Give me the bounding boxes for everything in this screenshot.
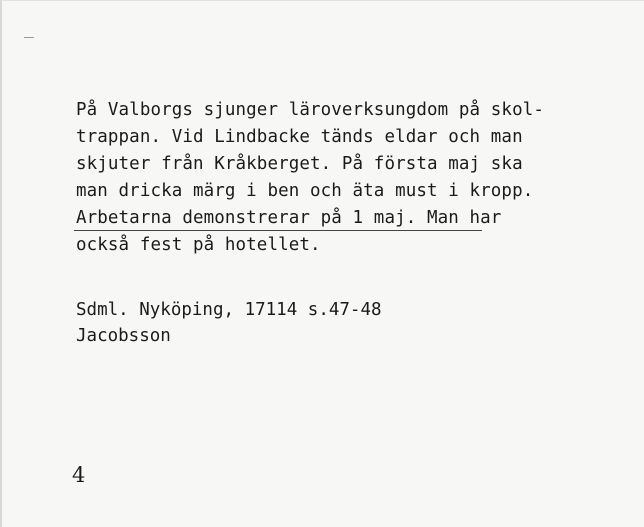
- underline-rule: [74, 230, 482, 231]
- source-info: [76, 297, 382, 349]
- text-line-2: trappan. Vid Lindbacke tänds eldar och man: [76, 127, 523, 147]
- text-line-1: På Valborgs sjunger läroverksungdom på skol-: [76, 100, 544, 120]
- text-line-6: också fest på hotellet.: [76, 235, 321, 255]
- text-line-3: skjuter från Kråkberget. På första maj ska: [76, 154, 523, 174]
- source-reference: Sdml. Nyköping, 17114 s.47-48: [76, 300, 382, 320]
- text-line-5: Arbetarna demonstrerar på 1 maj. Man har: [76, 208, 502, 228]
- record-text: [76, 97, 636, 259]
- collector-name: Jacobsson: [76, 326, 171, 346]
- page-number: 4: [72, 463, 86, 487]
- text-line-4: man dricka märg i ben och äta must i kropp.: [76, 181, 534, 201]
- margin-mark: [24, 37, 34, 38]
